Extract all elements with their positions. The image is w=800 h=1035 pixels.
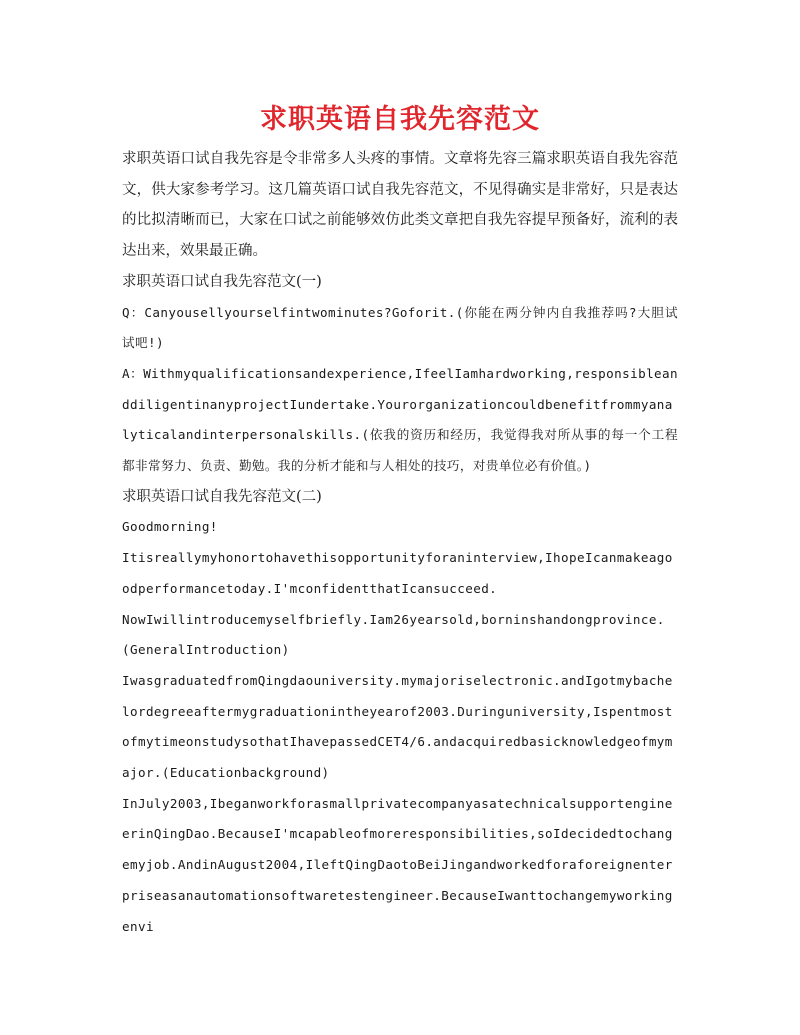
general-intro-paragraph: NowIwillintroducemyselfbriefly.Iam26yearsold,borninshandongprovince.(GeneralIntroduction) <box>122 611 665 658</box>
question-paragraph: Q：Canyousellyourselfintwominutes?Goforit.(你能在两分钟内自我推荐吗?大胆试试吧!) <box>122 304 678 351</box>
intro-paragraph: 求职英语口试自我先容是令非常多人头疼的事情。文章将先容三篇求职英语自我先容范文，供大家参考学习。这几篇英语口试自我先容范文，不见得确实是非常好，只是表达的比拟清晰而已，大家在口试之前能够效仿此类文章把自我先容提早预备好，流利的表达出来，效果最正确。 <box>122 151 678 260</box>
section-heading-1: 求职英语口试自我先容范文(一) <box>122 273 322 290</box>
section-heading-2: 求职英语口试自我先容范文(二) <box>122 488 322 505</box>
work-paragraph: InJuly2003,IbeganworkforasmallprivatecompanyasatechnicalsupportengineerinQingDao.BecauseI'mcapableofmoreresponsibilities,soIdecidedtochangemyjob.AndinAugust2004,IleftQingDaotoBeiJingandworkedforaforeignenterpriseasanautomationsoftwaretestengineer.BecauseIwanttochangemyworkingenvi <box>122 795 673 934</box>
honor-paragraph: Itisreallymyhonortohavethisopportunityforaninterview,IhopeIcanmakeagoodperformancetoday.I'mconfidentthatIcansucceed. <box>122 550 673 596</box>
answer-paragraph: A：Withmyqualificationsandexperience,IfeelIamhardworking,responsibleanddiligentinanyprojectIundertake.Yourorganizationcouldbenefitfrommyanalyticalandinterpersonalskills.(依我的资历和经历，我觉得我对所从事的每一个工程都非常努力、负责、勤勉。我的分析才能和与人相处的技巧，对贵单位必有价值。) <box>122 365 678 474</box>
education-paragraph: IwasgraduatedfromQingdaouniversity.mymajoriselectronic.andIgotmybachelordegreeaftermygraduationintheyearof2003.Duringuniversity,IspentmostofmytimeonstudysothatIhavepassedCET4/6.andacquiredbasicknowledgeofmymajor.(Educationbackground) <box>122 672 673 781</box>
document-title: 求职英语自我先容范文 <box>260 104 540 135</box>
greeting-paragraph: Goodmorning! <box>122 519 218 535</box>
document-page <box>122 100 678 942</box>
